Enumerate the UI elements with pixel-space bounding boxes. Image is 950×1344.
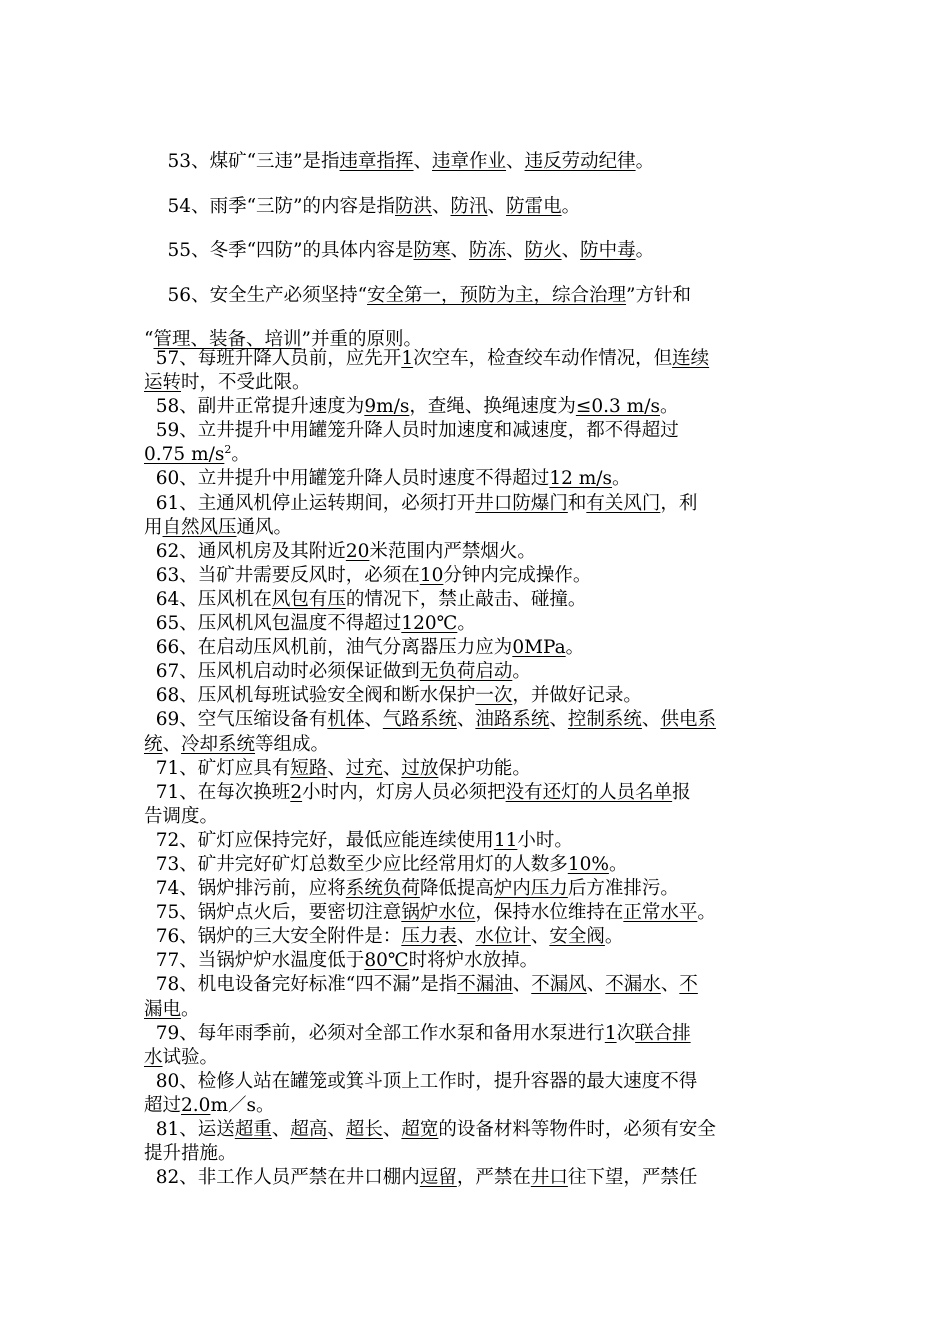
question-text: ，严禁在 — [456, 1167, 531, 1189]
question-text: 后方准排污。 — [567, 878, 679, 900]
question-text: 、 — [413, 151, 433, 172]
question-text: 78、机电设备完好标准“四不漏”是指 — [144, 974, 458, 996]
answer-blank: 控制系统 — [567, 709, 642, 731]
question-text: 62、通风机房及其附近 — [144, 540, 346, 562]
answer-blank: 一次 — [475, 685, 513, 707]
question-text: 76、锅炉的三大安全附件是： — [144, 926, 402, 948]
answer-blank: 10 — [419, 564, 444, 586]
question-text: 、 — [432, 195, 451, 217]
answer-blank: 违章作业 — [432, 151, 507, 172]
question-text: 。 — [659, 396, 679, 418]
question-text: 55、冬季“四防”的具体内容是 — [144, 240, 414, 261]
answer-blank: 正常水平 — [623, 902, 698, 924]
answer-item — [144, 926, 623, 947]
answer-blank: 防中毒 — [580, 240, 636, 261]
question-text: 。 — [512, 661, 531, 683]
question-text: 82、非工作人员严禁在井口棚内 — [144, 1167, 420, 1189]
question-text: 、 — [456, 709, 476, 731]
answer-blank: 井口防爆门 — [475, 492, 568, 514]
question-text: 81、运送 — [144, 1119, 235, 1140]
answer-blank: 0.75 m/s — [144, 444, 225, 466]
answer-item — [144, 709, 716, 754]
answer-blank: 防寒 — [413, 240, 451, 261]
question-text: 、 — [487, 195, 507, 217]
answer-blank: 管理、装备、培训 — [153, 329, 302, 350]
question-text: 保护功能。 — [438, 757, 531, 779]
answer-blank: 超长 — [345, 1119, 383, 1140]
answer-blank: 0MPa — [512, 637, 566, 659]
answer-blank: 安全第一，预防为主，综合治理 — [367, 284, 627, 306]
question-text: 小时。 — [517, 829, 573, 851]
question-text: 61、主通风机停止运转期间，必须打开 — [144, 492, 476, 514]
question-text: 的情况下，禁止敲击、碰撞。 — [345, 588, 587, 610]
question-text: 63、当矿井需要反风时，必须在 — [144, 564, 420, 586]
question-text: ，保持水位维持在 — [475, 902, 624, 924]
question-text: 75、锅炉点火后，要密切注意 — [144, 902, 402, 924]
question-text: 、 — [506, 151, 525, 172]
question-text: 74、锅炉排污前，应将 — [144, 878, 346, 900]
question-text: 54、雨季“三防”的内容是指 — [144, 195, 395, 217]
question-text: 、 — [382, 1119, 402, 1140]
question-text: 试验。 — [162, 1046, 219, 1068]
question-text: 和 — [567, 492, 587, 514]
question-text: 。 — [608, 853, 628, 875]
answer-item — [144, 348, 709, 393]
answer-blank: 没有还灯的人员名单 — [505, 781, 673, 803]
answer-blank: 水位计 — [475, 926, 531, 948]
answer-blank: 10% — [567, 853, 609, 875]
question-text: ，并做好记录。 — [512, 685, 642, 707]
answer-item — [144, 950, 538, 971]
answer-blank: 120℃ — [401, 613, 458, 635]
question-text: 、 — [660, 974, 680, 996]
question-text: 米范围内严禁烟火。 — [369, 540, 536, 562]
answer-blank: 有关风门 — [586, 492, 661, 514]
question-text: 往下望，严禁任 — [567, 1167, 698, 1189]
question-text: 。 — [604, 926, 624, 948]
question-text: 71、矿灯应具有 — [144, 757, 291, 779]
question-text: 。 — [697, 902, 716, 924]
answer-blank: 20 — [345, 540, 370, 562]
question-text: 64、压风机在 — [144, 588, 272, 610]
answer-blank: 超重 — [234, 1119, 272, 1140]
answer-blank: 9m/s — [364, 396, 410, 418]
question-text: 等组成。 — [255, 733, 330, 755]
question-text: 71、在每次换班 — [144, 781, 291, 803]
answer-list-loose — [144, 140, 809, 363]
answer-blank: 防火 — [524, 240, 562, 261]
question-text: ，查绳、换绳速度为 — [409, 396, 576, 418]
answer-item — [144, 758, 531, 779]
answer-blank: 防冻 — [469, 240, 507, 261]
answer-blank: 短路 — [290, 757, 328, 779]
question-text: 时，不受此限。 — [181, 372, 311, 394]
question-text: 时将炉水放掉。 — [408, 950, 539, 972]
question-text: 通风。 — [236, 516, 293, 538]
answer-item — [144, 854, 627, 875]
question-text: 。 — [561, 195, 581, 217]
question-text: ”方针和 “ — [144, 284, 692, 350]
question-text: 、 — [530, 926, 550, 948]
question-text: 、 — [450, 240, 470, 261]
answer-blank: 1 — [604, 1022, 617, 1044]
answer-blank: 气路系统 — [382, 709, 457, 731]
question-text: 分钟内完成操作。 — [443, 564, 592, 586]
answer-blank: 供电系 统 — [144, 709, 716, 755]
answer-blank: 超高 — [290, 1119, 328, 1140]
question-text: 。 — [635, 240, 655, 261]
answer-blank: 11 — [493, 829, 518, 851]
question-text: 66、在启动压风机前，油气分离器压力应为 — [144, 637, 513, 659]
question-text: 。 — [565, 637, 585, 659]
answer-item — [144, 685, 642, 706]
question-text: 次空车，检查绞车动作情况，但 — [413, 348, 673, 369]
answer-blank: 逗留 — [419, 1167, 457, 1189]
question-text: 59、立井提升中用罐笼升降人员时加速度和减速度，都不得超过 — [155, 420, 679, 442]
answer-item — [144, 396, 678, 417]
answer-blank: 过放 — [401, 757, 439, 779]
answer-item — [144, 196, 580, 217]
answer-blank: 无负荷启动 — [419, 661, 513, 683]
answer-blank: 不漏油 — [457, 974, 513, 996]
answer-blank: 风包有压 — [271, 588, 346, 610]
question-text: 、 — [586, 974, 606, 996]
answer-blank: 压力表 — [401, 926, 457, 948]
question-text: 、 — [456, 926, 476, 948]
answer-blank: 联合排 水 — [144, 1022, 691, 1068]
answer-blank: 2.0 — [181, 1094, 211, 1116]
answer-item — [144, 1023, 691, 1068]
answer-item — [144, 661, 531, 682]
question-text: 72、矿灯应保持完好，最低应能连续使用 — [144, 829, 494, 851]
answer-blank: 过充 — [345, 757, 383, 779]
question-text: 次 — [616, 1022, 636, 1044]
question-text: 、 — [327, 1119, 346, 1140]
answer-item — [144, 420, 679, 465]
answer-blank: 80℃ — [364, 950, 409, 972]
answer-blank: 1 — [401, 348, 414, 369]
question-text: 的设备材料等物件时，必须有安全 提升措施。 — [144, 1119, 716, 1165]
question-text: 60、立井提升中用罐笼升降人员时速度不得超过 — [144, 468, 550, 490]
answer-blank: 不漏水 — [605, 974, 661, 996]
answer-item — [144, 974, 698, 1019]
answer-blank: 机体 — [327, 709, 365, 731]
answer-item — [144, 878, 679, 899]
question-text: ”并重的原则。 — [301, 329, 422, 350]
question-text: 56、安全生产必须坚持“ — [144, 284, 368, 306]
answer-blank: 井口 — [530, 1167, 568, 1189]
question-text: 58、副井正常提升速度为 — [144, 396, 365, 418]
answer-item — [144, 468, 631, 489]
answer-item — [144, 1071, 697, 1116]
answer-item — [144, 565, 591, 586]
question-text: 。 — [635, 151, 655, 172]
answer-blank: 防洪 — [395, 195, 433, 217]
question-text: 、 — [271, 1119, 291, 1140]
question-text: 、 — [512, 974, 532, 996]
answer-blank: 锅炉水位 — [401, 902, 476, 924]
superscript: 2 — [224, 443, 232, 457]
question-text: 68、压风机每班试验安全阀和断水保护 — [144, 685, 476, 707]
question-text: 小时内，灯房人员必须把 — [302, 781, 506, 803]
answer-item — [144, 589, 586, 610]
answer-blank: 不漏风 — [531, 974, 587, 996]
question-text: 、 — [162, 733, 182, 755]
answer-blank: 连续 运转 — [144, 348, 710, 394]
answer-blank: 12 m/s — [549, 468, 613, 490]
answer-item — [144, 285, 691, 351]
answer-blank: 违反劳动纪律 — [524, 151, 636, 172]
question-text: 。 — [181, 998, 200, 1020]
answer-blank: 超宽 — [401, 1119, 439, 1140]
answer-blank: 防雷电 — [506, 195, 562, 217]
answer-blank: 炉内压力 — [493, 878, 568, 900]
question-text: 、 — [364, 709, 383, 731]
question-text: 、 — [327, 757, 346, 779]
answer-item — [144, 637, 584, 658]
answer-blank: ≤0.3 m/s — [575, 396, 660, 418]
answer-blank: 自然风压 — [162, 516, 237, 538]
answer-item — [144, 1119, 716, 1164]
answer-blank: 违章指挥 — [339, 151, 414, 172]
question-text: 报 告调度。 — [144, 781, 691, 827]
answer-item — [144, 240, 654, 261]
answer-item — [144, 493, 697, 538]
answer-blank: 安全阀 — [549, 926, 605, 948]
answer-item — [144, 151, 654, 172]
question-text: 65、压风机风包温度不得超过 — [144, 613, 402, 635]
question-text: 、 — [641, 709, 661, 731]
answer-item — [144, 613, 476, 634]
answer-blank: 冷却系统 — [181, 733, 256, 755]
question-text: m／s。 — [210, 1094, 275, 1116]
answer-blank: 系统负荷 — [345, 878, 420, 900]
answer-item — [144, 902, 716, 923]
question-text: ，利 用 — [144, 492, 698, 538]
question-text: 69、空气压缩设备有 — [144, 709, 328, 731]
question-text: 73、矿井完好矿灯总数至少应比经常用灯的人数多 — [144, 853, 568, 875]
answer-item — [144, 1167, 697, 1188]
question-text: 、 — [506, 240, 525, 261]
question-text: 。 — [231, 444, 250, 466]
answer-blank: 防汛 — [450, 195, 488, 217]
question-text: 79、每年雨季前，必须对全部工作水泵和备用水泵进行 — [144, 1022, 605, 1044]
question-text: 、 — [382, 757, 402, 779]
answer-blank: 不 漏电 — [144, 974, 698, 1020]
question-text: 80、检修人站在罐笼或箕斗顶上工作时，提升容器的最大速度不得 超过 — [144, 1070, 698, 1116]
answer-blank: 2 — [290, 781, 303, 803]
question-text: 降低提高 — [419, 878, 494, 900]
question-text: 53、煤矿“三违”是指 — [144, 151, 340, 172]
question-text: 57、每班升降人员前，应先开 — [144, 348, 402, 369]
question-text: 、 — [549, 709, 568, 731]
answer-list-tight — [144, 347, 809, 1190]
question-text: 67、压风机启动时必须保证做到 — [144, 661, 420, 683]
answer-item — [144, 541, 536, 562]
question-text: 77、当锅炉炉水温度低于 — [144, 950, 365, 972]
question-text: 。 — [612, 468, 631, 490]
question-text: 。 — [457, 613, 476, 635]
answer-blank: 油路系统 — [475, 709, 550, 731]
answer-item — [144, 782, 691, 827]
question-text: 、 — [561, 240, 581, 261]
answer-item — [144, 830, 573, 851]
